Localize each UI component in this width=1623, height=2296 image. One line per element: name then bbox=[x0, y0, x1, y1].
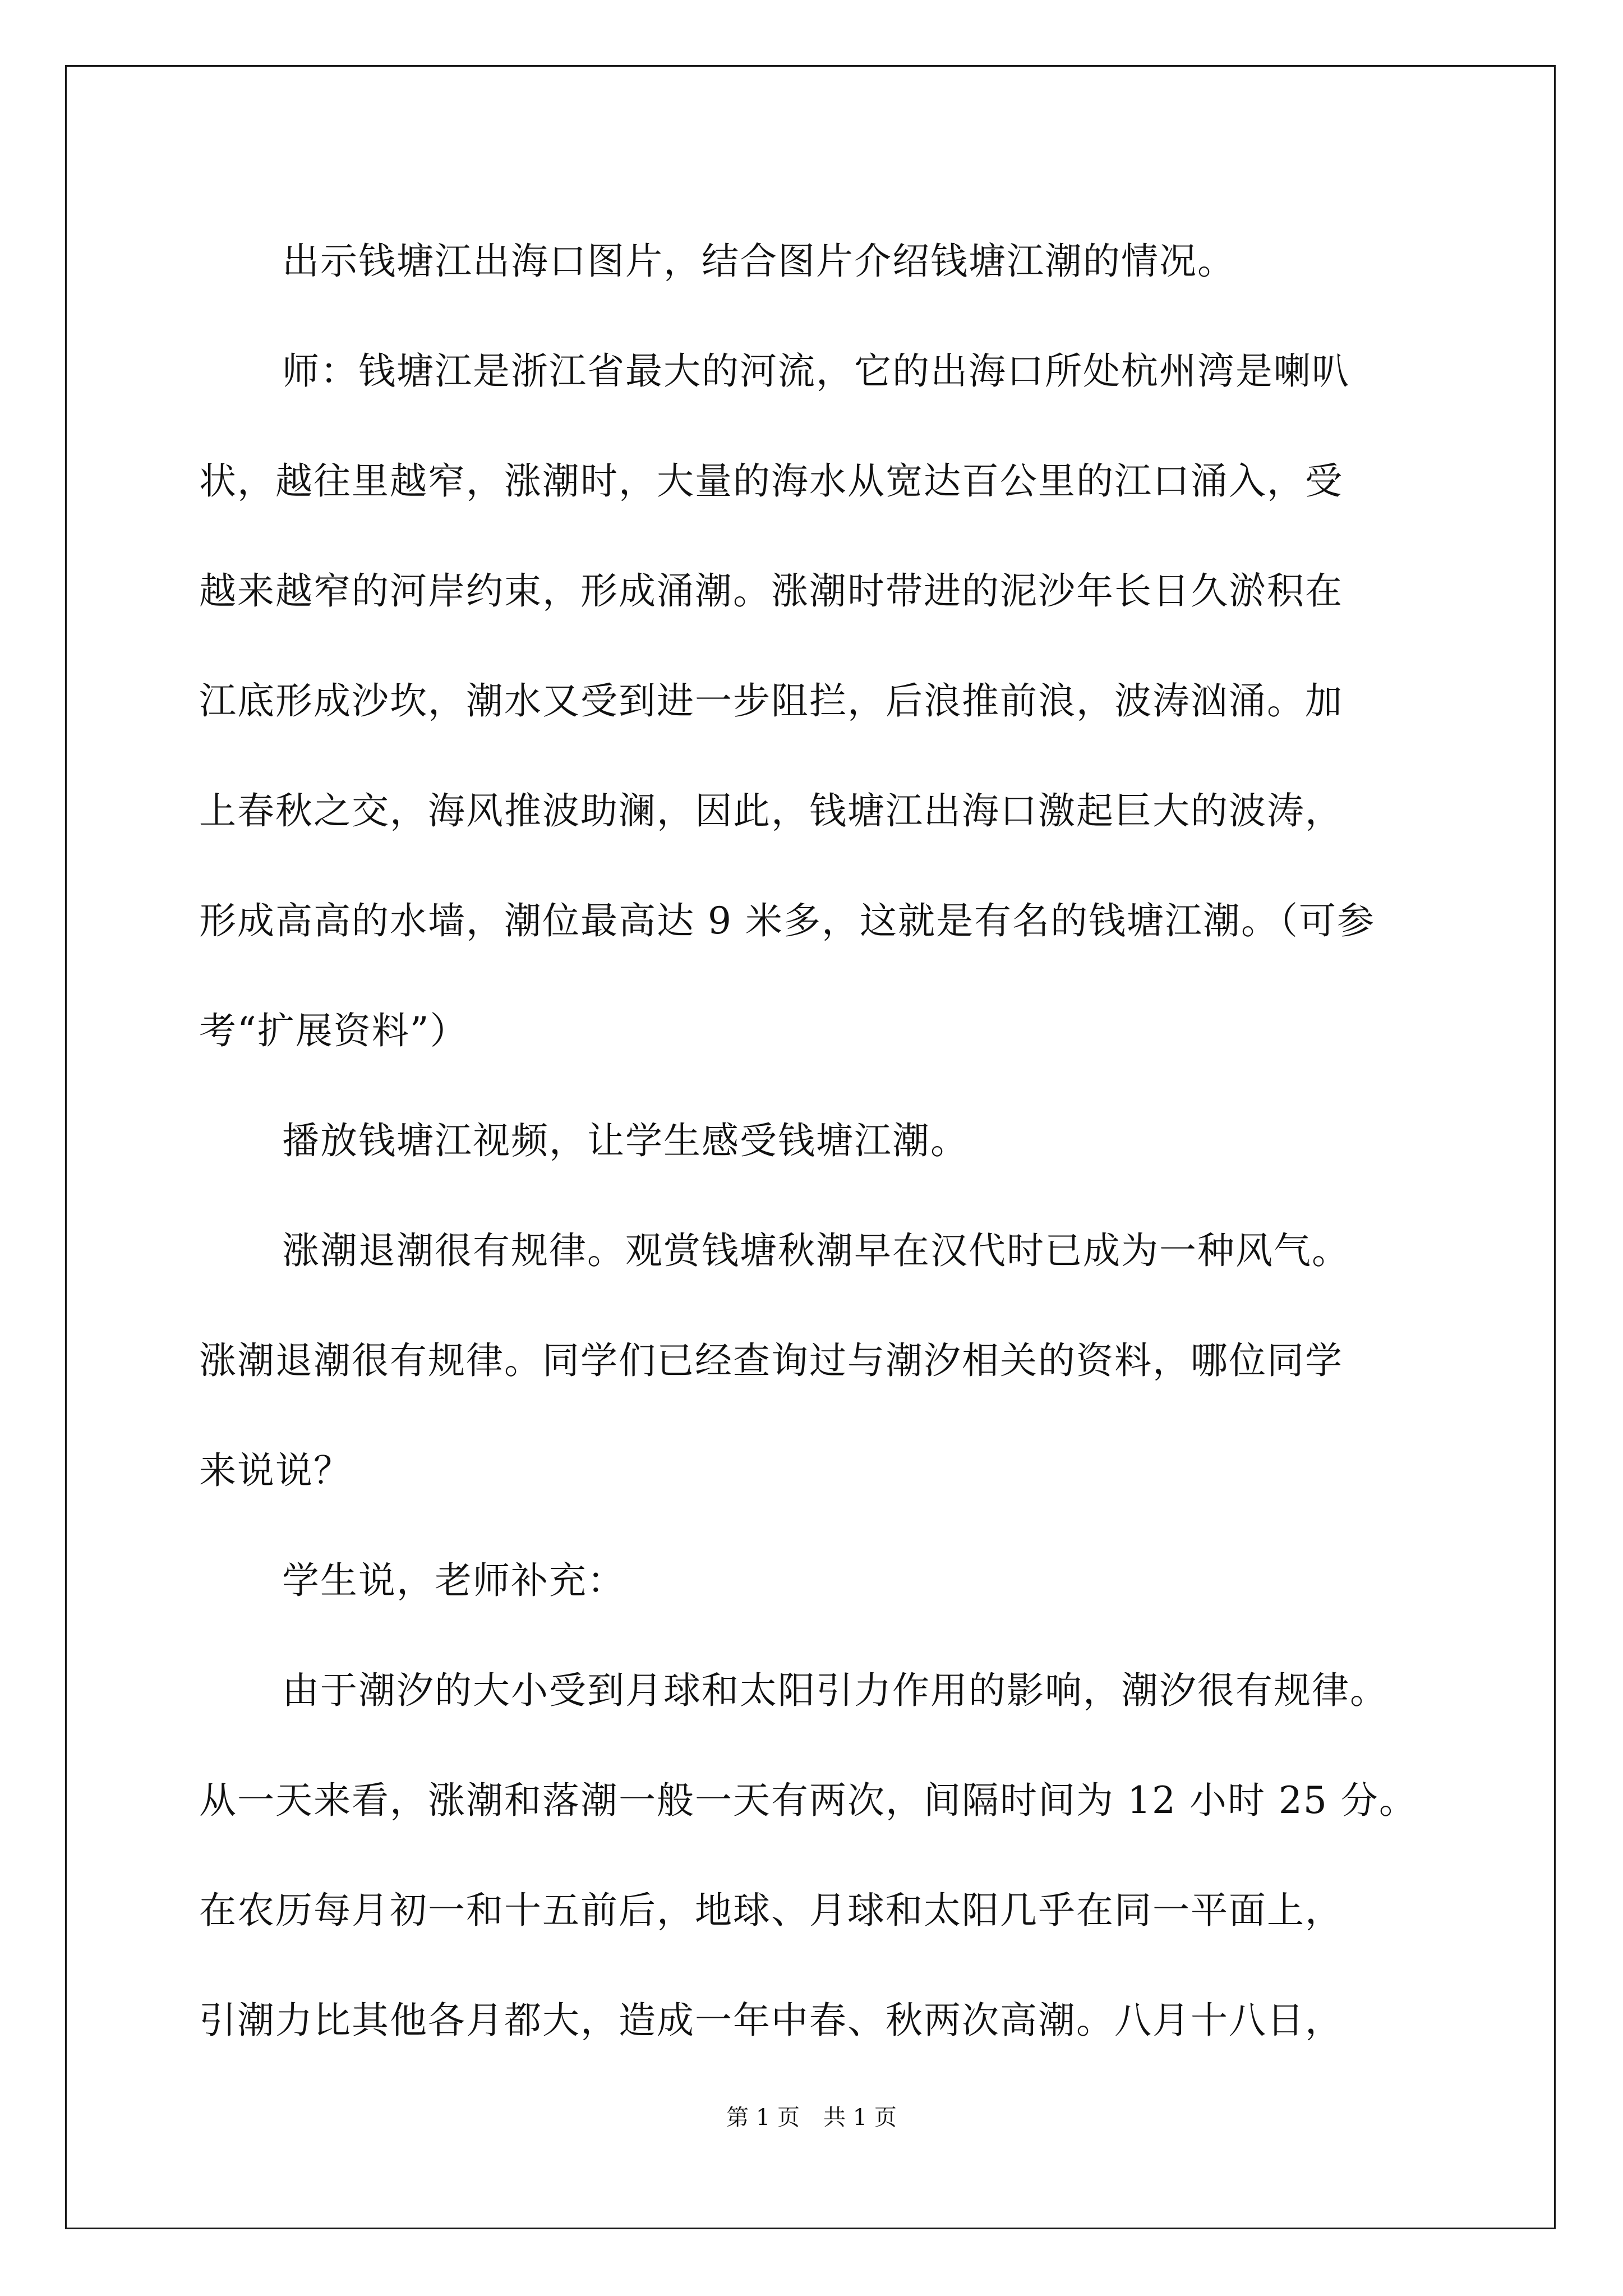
paragraph-line: 江底形成沙坎，潮水又受到进一步阻拦，后浪推前浪，波涛汹涌。加 bbox=[199, 679, 1343, 723]
paragraph-line: 引潮力比其他各月都大，造成一年中春、秋两次高潮。八月十八日， bbox=[199, 1999, 1343, 2042]
paragraph-line: 越来越窄的河岸约束，形成涌潮。涨潮时带进的泥沙年长日久淤积在 bbox=[199, 569, 1343, 613]
paragraph-line: 来说说？ bbox=[199, 1449, 352, 1492]
page-total: 共 1 页 bbox=[823, 2105, 897, 2131]
paragraph-line: 师：钱塘江是浙江省最大的河流，它的出海口所处杭州湾是喇叭 bbox=[282, 349, 1350, 393]
paragraph-line: 涨潮退潮很有规律。同学们已经查询过与潮汐相关的资料，哪位同学 bbox=[199, 1339, 1343, 1382]
paragraph-line: 形成高高的水墙，潮位最高达 9 米多，这就是有名的钱塘江潮。（可参 bbox=[199, 899, 1375, 942]
paragraph-line: 学生说，老师补充： bbox=[282, 1559, 625, 1602]
paragraph-line: 出示钱塘江出海口图片，结合图片介绍钱塘江潮的情况。 bbox=[282, 240, 1235, 283]
paragraph-line: 播放钱塘江视频，让学生感受钱塘江潮。 bbox=[282, 1119, 969, 1162]
paragraph-line: 由于潮汐的大小受到月球和太阳引力作用的影响，潮汐很有规律。 bbox=[282, 1669, 1388, 1712]
paragraph-line: 在农历每月初一和十五前后，地球、月球和太阳几乎在同一平面上， bbox=[199, 1889, 1343, 1932]
paragraph-line: 从一天来看，涨潮和落潮一般一天有两次，间隔时间为 12 小时 25 分。 bbox=[199, 1779, 1417, 1822]
paragraph-line: 上春秋之交，海风推波助澜，因此，钱塘江出海口激起巨大的波涛， bbox=[199, 789, 1343, 832]
page-number: 第 1 页 bbox=[726, 2105, 800, 2131]
paragraph-line: 考“扩展资料”） bbox=[199, 1009, 468, 1052]
paragraph-line: 涨潮退潮很有规律。观赏钱塘秋潮早在汉代时已成为一种风气。 bbox=[282, 1229, 1350, 1272]
page-footer bbox=[0, 2100, 1623, 2132]
paragraph-line: 状，越往里越窄，涨潮时，大量的海水从宽达百公里的江口涌入，受 bbox=[199, 459, 1343, 503]
document-body bbox=[199, 206, 1433, 2076]
